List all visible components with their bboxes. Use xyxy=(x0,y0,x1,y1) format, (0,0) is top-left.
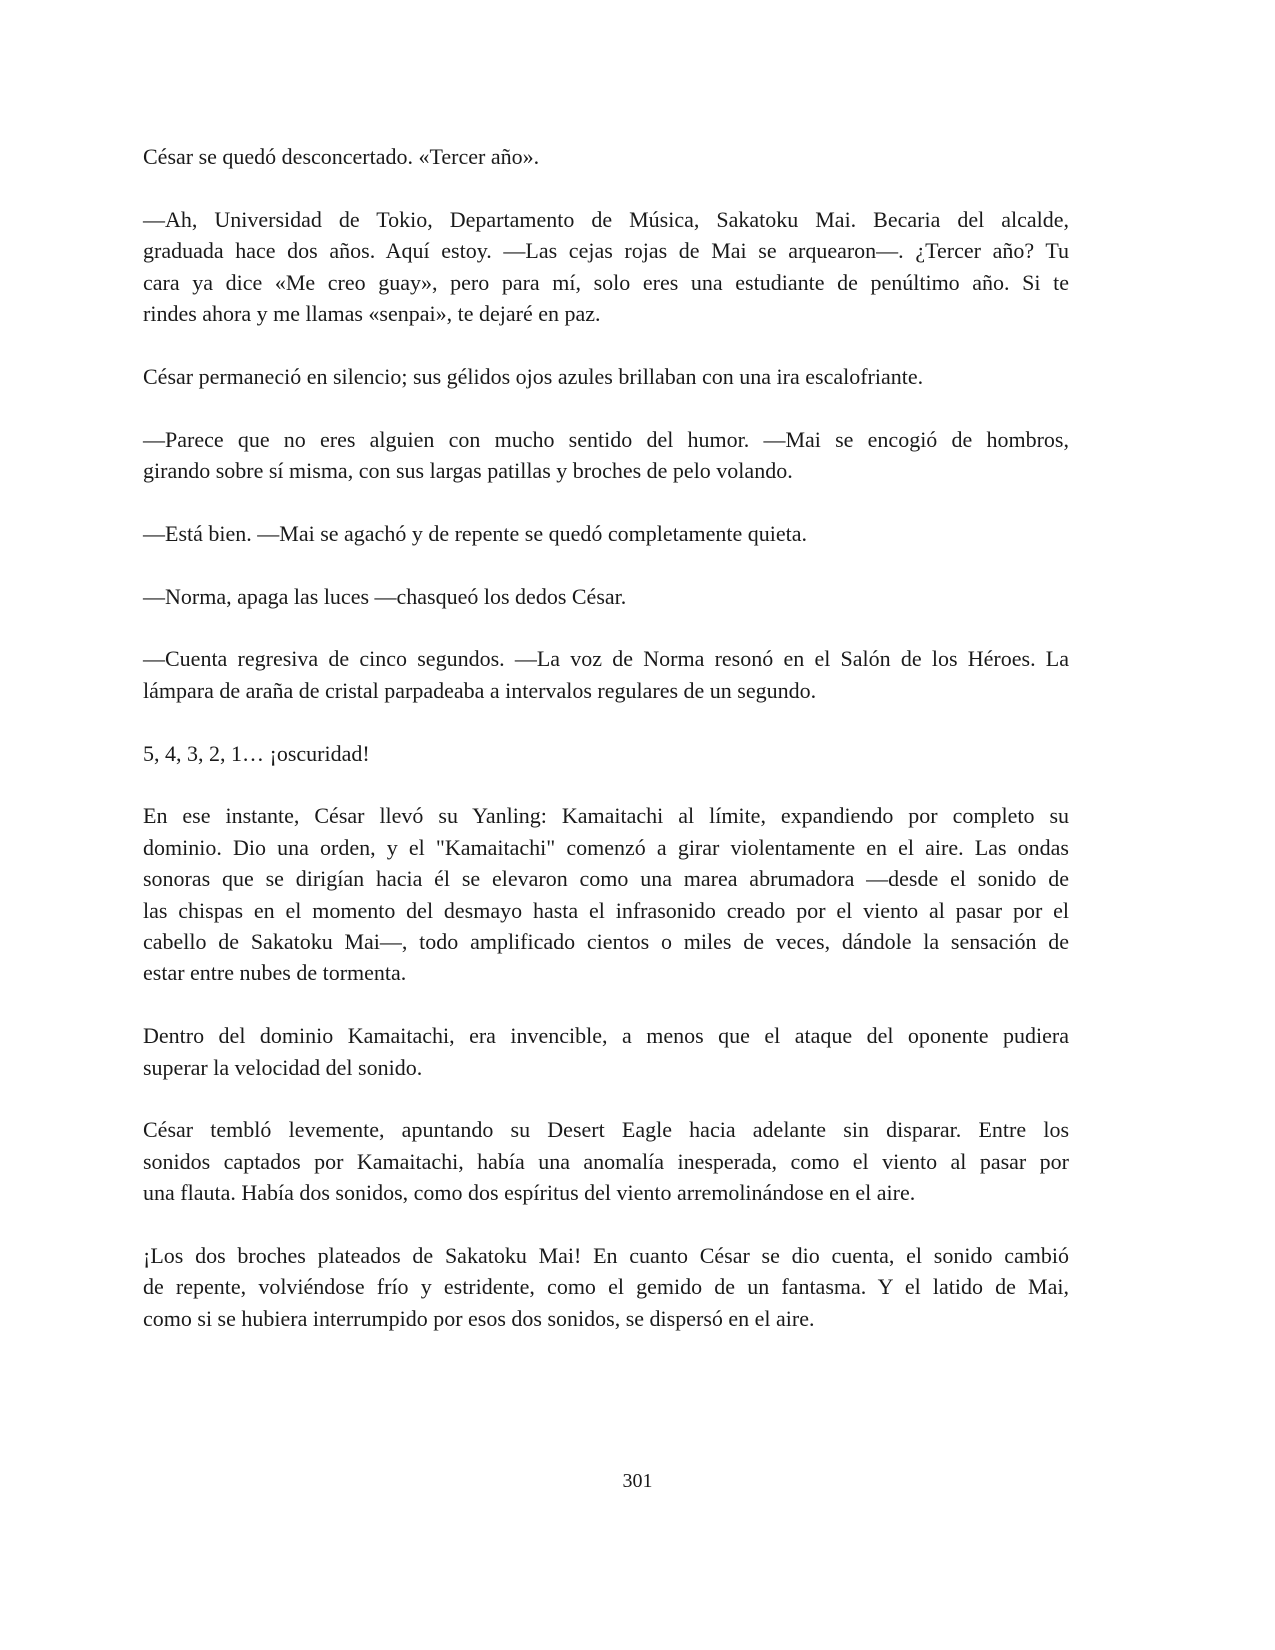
text-line: como si se hubiera interrumpido por esos dos sonidos, se dispersó en el aire. xyxy=(143,1305,815,1331)
text-line: cara ya dice «Me creo guay», pero para mí, solo eres una estudiante de penúltimo año. Si te xyxy=(143,269,1069,295)
text-line: las chispas en el momento del desmayo hasta el infrasonido creado por el viento al pasar por el xyxy=(143,897,1069,923)
text-line: ¡Los dos broches plateados de Sakatoku Mai! En cuanto César se dio cuenta, el sonido cambió xyxy=(143,1243,1069,1269)
paragraph xyxy=(143,518,1069,549)
paragraph xyxy=(143,738,1069,769)
text-line: de repente, volviéndose frío y estridente, como el gemido de un fantasma. Y el latido de Mai, xyxy=(143,1274,1069,1300)
text-line: —Ah, Universidad de Tokio, Departamento de Música, Sakatoku Mai. Becaria del alcalde, xyxy=(143,206,1069,232)
text-line: girando sobre sí misma, con sus largas patillas y broches de pelo volando. xyxy=(143,458,793,484)
text-line: Dentro del dominio Kamaitachi, era invencible, a menos que el ataque del oponente pudiera xyxy=(143,1023,1069,1049)
paragraph xyxy=(143,581,1069,612)
paragraph xyxy=(143,643,1069,706)
text-line: cabello de Sakatoku Mai—, todo amplificado cientos o miles de veces, dándole la sensación de xyxy=(143,929,1069,955)
text-line: sonoras que se dirigían hacia él se elevaron como una marea abrumadora —desde el sonido de xyxy=(143,866,1069,892)
text-line: graduada hace dos años. Aquí estoy. —Las cejas rojas de Mai se arquearon—. ¿Tercer año? Tu xyxy=(143,238,1069,264)
text-line: 5, 4, 3, 2, 1… ¡oscuridad! xyxy=(143,740,370,766)
text-line: una flauta. Había dos sonidos, como dos espíritus del viento arremolinándose en el aire. xyxy=(143,1180,916,1206)
paragraph xyxy=(143,141,1069,172)
text-line: estar entre nubes de tormenta. xyxy=(143,960,407,986)
text-line: —Parece que no eres alguien con mucho sentido del humor. —Mai se encogió de hombros, xyxy=(143,426,1069,452)
text-line: César permaneció en silencio; sus gélidos ojos azules brillaban con una ira escalofriante. xyxy=(143,363,924,389)
text-line: César tembló levemente, apuntando su Desert Eagle hacia adelante sin disparar. Entre los xyxy=(143,1117,1069,1143)
body-text xyxy=(143,141,1069,1366)
text-line: superar la velocidad del sonido. xyxy=(143,1054,423,1080)
text-line: dominio. Dio una orden, y el "Kamaitachi" comenzó a girar violentamente en el aire. Las ondas xyxy=(143,834,1069,860)
paragraph xyxy=(143,361,1069,392)
text-line: lámpara de araña de cristal parpadeaba a intervalos regulares de un segundo. xyxy=(143,677,817,703)
paragraph xyxy=(143,204,1069,330)
page-number: 301 xyxy=(622,1470,653,1492)
paragraph xyxy=(143,424,1069,487)
text-line: rindes ahora y me llamas «senpai», te dejaré en paz. xyxy=(143,301,601,327)
text-line: —Está bien. —Mai se agachó y de repente se quedó completamente quieta. xyxy=(143,520,808,546)
paragraph xyxy=(143,800,1069,988)
text-line: —Norma, apaga las luces —chasqueó los dedos César. xyxy=(143,583,627,609)
text-line: —Cuenta regresiva de cinco segundos. —La voz de Norma resonó en el Salón de los Héroes. La xyxy=(143,646,1069,672)
paragraph xyxy=(143,1240,1069,1334)
text-line: En ese instante, César llevó su Yanling: Kamaitachi al límite, expandiendo por completo su xyxy=(143,803,1069,829)
paragraph xyxy=(143,1020,1069,1083)
text-line: sonidos captados por Kamaitachi, había una anomalía inesperada, como el viento al pasar por xyxy=(143,1148,1069,1174)
paragraph xyxy=(143,1114,1069,1208)
text-line: César se quedó desconcertado. «Tercer año». xyxy=(143,144,540,169)
